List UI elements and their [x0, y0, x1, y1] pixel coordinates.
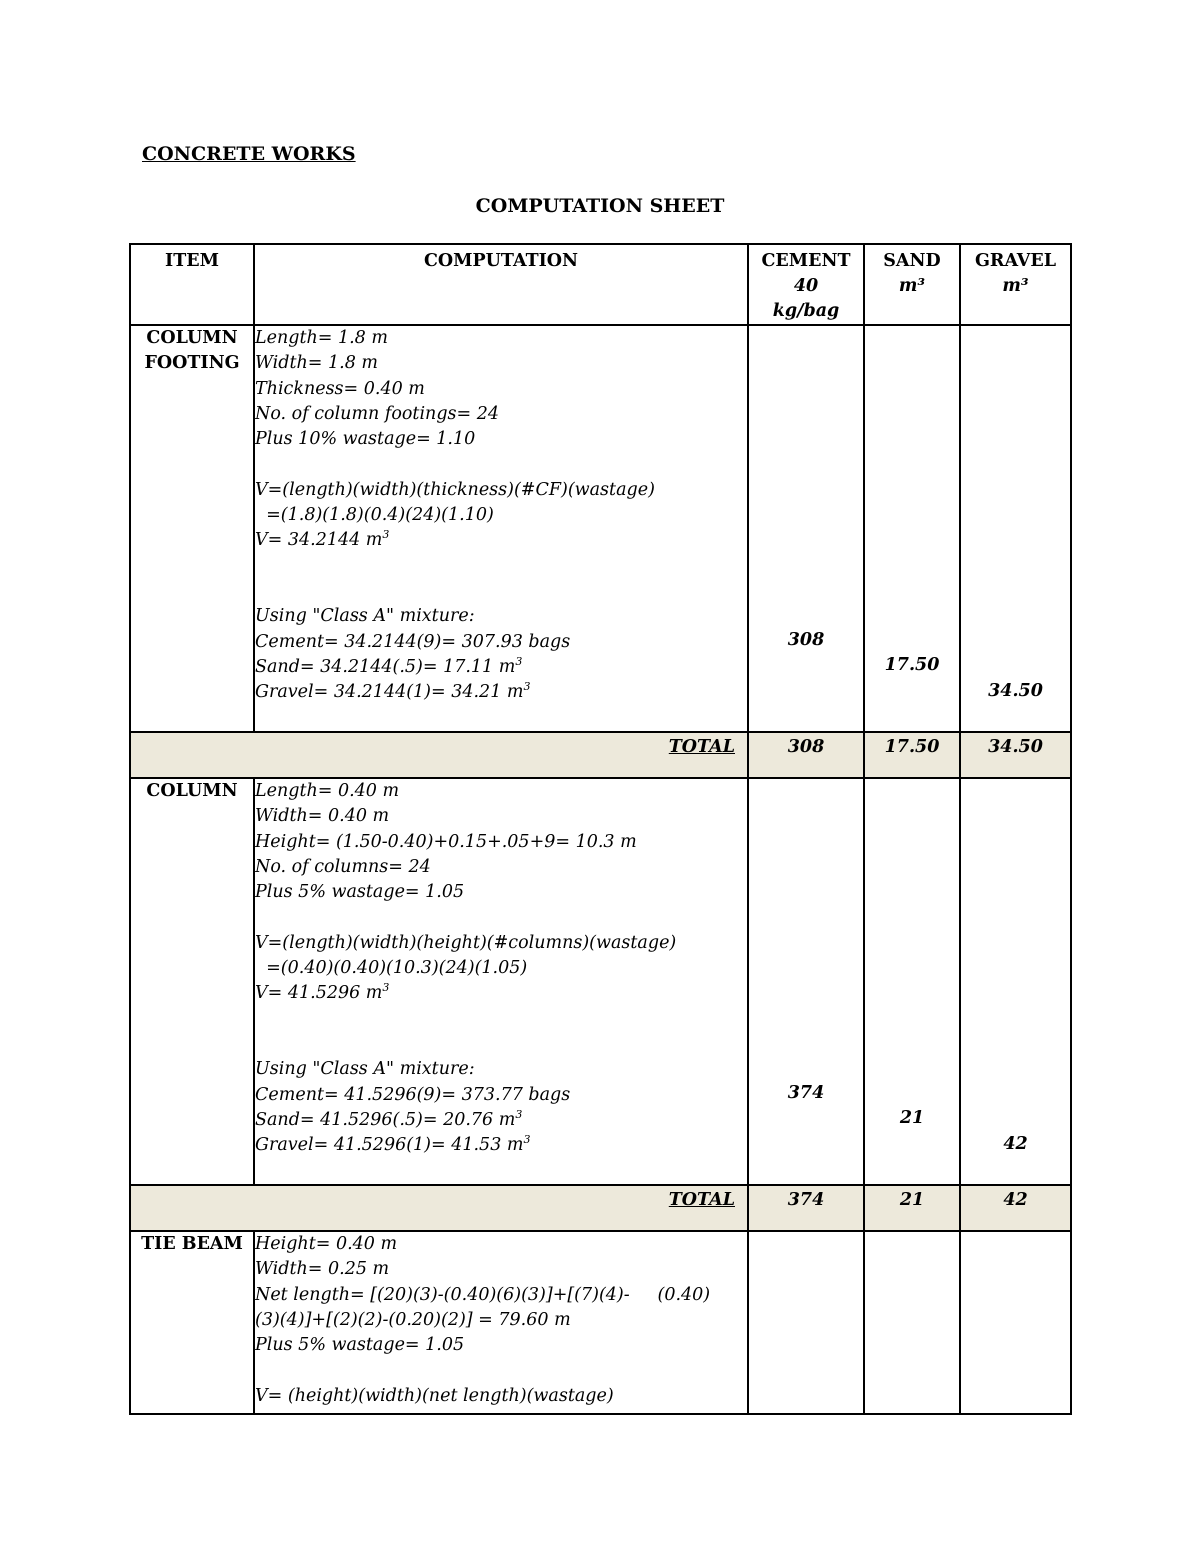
sand-cell: 21 [864, 778, 960, 1185]
header-row [130, 244, 1071, 325]
cement-cell: 374 [748, 778, 864, 1185]
gravel-cell [960, 1231, 1071, 1414]
computation-cell: Height= 0.40 m Width= 0.25 m Net length= [(20)(3)-(0.40)(6)(3)]+[(7)(4)- (0.40) (3)(4)]+[(2)(2)-(0.20)(2)] = 79.60 m Plus 5% wastage= 1.05 V= (height)(width)(net length)(wastage) [254, 1231, 748, 1414]
item-cell: TIE BEAM [130, 1231, 254, 1414]
cement-cell: 308 [748, 325, 864, 732]
col-header-computation: COMPUTATION [254, 244, 748, 325]
sheet-title: COMPUTATION SHEET [475, 195, 725, 217]
col-header-sand: SAND m³ [864, 244, 960, 325]
table-row [130, 325, 1071, 732]
total-sand: 17.50 [864, 732, 960, 778]
computation-cell: Length= 0.40 m Width= 0.40 m Height= (1.50-0.40)+0.15+.05+9= 10.3 m No. of columns= 24 Plus 5% wastage= 1.05 V=(length)(width)(height)(#columns)(wastage) =(0.40)(0.40)(10.3)(24)(1.05) V= 41.5296 $m^3$ Using "Class A" mixture: Cement= 41.5296(9)= 373.77 bags Sand= 41.5296(.5)= 20.76 $m^3$ Gravel= 41.5296(1)= 41.53 $m^3$ [254, 778, 748, 1185]
total-label: TOTAL [130, 732, 748, 778]
total-sand: 21 [864, 1185, 960, 1231]
table-row [130, 778, 1071, 1185]
sand-cell [864, 1231, 960, 1414]
total-cement: 374 [748, 1185, 864, 1231]
gravel-cell: 42 [960, 778, 1071, 1185]
item-cell: COLUMN [130, 778, 254, 1185]
total-row [130, 1185, 1071, 1231]
item-cell: COLUMN FOOTING [130, 325, 254, 732]
col-header-item: ITEM [130, 244, 254, 325]
gravel-cell: 34.50 [960, 325, 1071, 732]
total-row [130, 732, 1071, 778]
total-gravel: 34.50 [960, 732, 1071, 778]
computation-table [129, 243, 1072, 1415]
total-gravel: 42 [960, 1185, 1071, 1231]
cement-cell [748, 1231, 864, 1414]
computation-cell: Length= 1.8 m Width= 1.8 m Thickness= 0.40 m No. of column footings= 24 Plus 10% wastage= 1.10 V=(length)(width)(thickness)(#CF)(wastage) =(1.8)(1.8)(0.4)(24)(1.10) V= 34.2144 $m^3$ Using "Class A" mixture: Cement= 34.2144(9)= 307.93 bags Sand= 34.2144(.5)= 17.11 $m^3$ Gravel= 34.2144(1)= 34.21 $m^3$ [254, 325, 748, 732]
col-header-gravel: GRAVEL m³ [960, 244, 1071, 325]
total-label: TOTAL [130, 1185, 748, 1231]
col-header-cement: CEMENT 40 kg/bag [748, 244, 864, 325]
total-cement: 308 [748, 732, 864, 778]
section-heading: CONCRETE WORKS [142, 143, 356, 165]
table-row [130, 1231, 1071, 1414]
sand-cell: 17.50 [864, 325, 960, 732]
